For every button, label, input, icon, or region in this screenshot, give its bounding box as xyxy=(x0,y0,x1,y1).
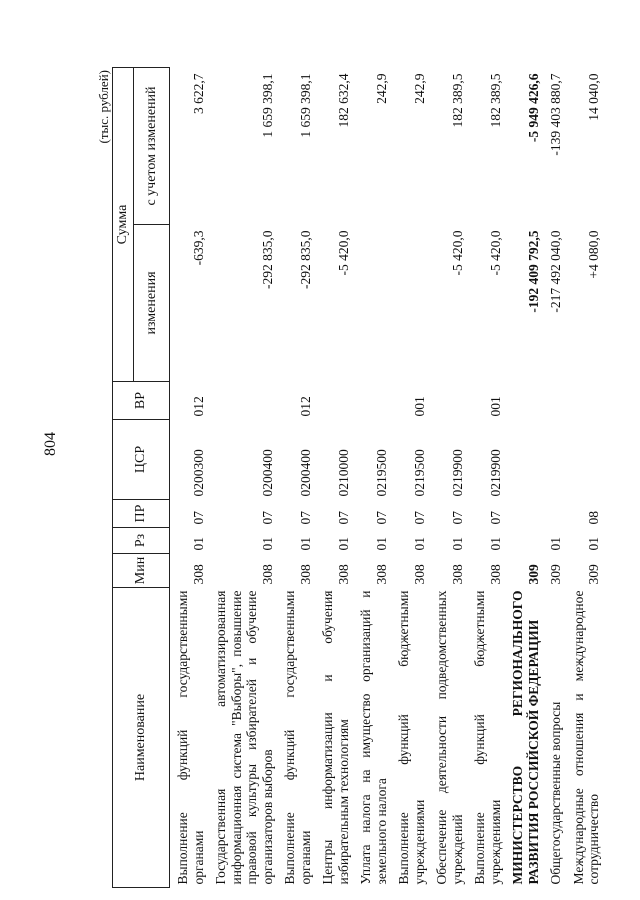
row-change: -292 835,0 xyxy=(297,230,313,289)
row-csr: 0219900 xyxy=(487,449,503,497)
budget-table xyxy=(112,67,604,888)
row-min: 308 xyxy=(297,564,313,585)
row-rz: 01 xyxy=(373,537,389,551)
header-pr: ПР xyxy=(113,500,170,528)
row-change: -639,3 xyxy=(190,230,206,266)
row-rz: 01 xyxy=(259,537,275,551)
row-pr: 07 xyxy=(335,511,351,525)
row-min: 308 xyxy=(411,564,427,585)
row-name: Выполнение функций бюджетными учреждениями xyxy=(396,590,427,885)
table-row xyxy=(429,68,467,888)
row-csr: 0200300 xyxy=(190,449,206,497)
header-csr: ЦСР xyxy=(113,420,170,500)
row-csr: 0210000 xyxy=(335,449,351,497)
row-min: 308 xyxy=(190,564,206,585)
table-row xyxy=(505,68,543,888)
row-rz xyxy=(505,528,543,554)
row-min: 309 xyxy=(548,564,564,585)
row-total: 242,9 xyxy=(411,73,427,104)
row-min: 308 xyxy=(373,564,389,585)
row-rz: 01 xyxy=(449,537,465,551)
row-pr: 07 xyxy=(373,511,389,525)
row-csr: 0219900 xyxy=(449,449,465,497)
row-rz: 01 xyxy=(297,537,313,551)
header-change: изменения xyxy=(134,225,170,382)
row-pr: 07 xyxy=(259,511,275,525)
table-row xyxy=(543,68,566,888)
row-change: -292 835,0 xyxy=(259,230,275,289)
row-csr: 0219500 xyxy=(411,449,427,497)
header-name: Наименование xyxy=(113,588,170,888)
row-change xyxy=(353,225,391,382)
budget-table-page xyxy=(96,68,602,888)
row-pr: 08 xyxy=(586,511,602,525)
row-total: 1 659 398,1 xyxy=(259,73,275,138)
row-total: 242,9 xyxy=(373,73,389,104)
header-row-1 xyxy=(113,68,134,888)
table-row xyxy=(170,68,209,888)
row-name: Выполнение функций государственными органами xyxy=(175,590,206,885)
row-pr: 07 xyxy=(487,511,503,525)
row-min: 308 xyxy=(449,564,465,585)
row-total: 182 632,4 xyxy=(335,73,351,128)
table-row xyxy=(277,68,315,888)
row-change: +4 080,0 xyxy=(586,230,602,279)
row-name: Международные отношения и международное сотрудничество xyxy=(570,590,602,885)
page-number: 804 xyxy=(42,432,59,456)
row-total: 3 622,7 xyxy=(190,73,206,114)
row-change: -5 420,0 xyxy=(487,230,503,276)
row-name: Государственная автоматизированная информационная система "Выборы", повышение правовой культуры избирателей и обучение организаторов выборов xyxy=(213,590,275,885)
row-change xyxy=(391,225,429,382)
row-vr xyxy=(566,382,604,420)
row-name: МИНИСТЕРСТВО РЕГИОНАЛЬНОГО РАЗВИТИЯ РОССИЙСКОЙ ФЕДЕРАЦИИ xyxy=(510,590,541,885)
header-vr: ВР xyxy=(113,382,170,420)
table-row xyxy=(467,68,505,888)
row-change: -217 492 040,0 xyxy=(548,230,564,313)
row-vr: 001 xyxy=(487,396,503,417)
row-vr xyxy=(429,382,467,420)
row-pr xyxy=(505,500,543,528)
row-pr: 07 xyxy=(190,511,206,525)
row-change: -5 420,0 xyxy=(449,230,465,276)
row-rz: 01 xyxy=(487,537,503,551)
row-vr: 001 xyxy=(411,396,427,417)
row-change: -192 409 792,5 xyxy=(525,230,541,313)
row-vr xyxy=(505,382,543,420)
table-row xyxy=(208,68,277,888)
row-name: Выполнение функций государственными органами xyxy=(282,590,313,885)
row-min: 309 xyxy=(525,564,541,585)
header-min: Мин xyxy=(113,554,170,588)
table-row xyxy=(391,68,429,888)
row-total: 182 389,5 xyxy=(487,73,503,128)
header-rz: Рз xyxy=(113,528,170,554)
row-min: 309 xyxy=(586,564,602,585)
row-pr: 07 xyxy=(449,511,465,525)
row-name: Выполнение функций бюджетными учреждениями xyxy=(472,590,503,885)
row-csr: 0200400 xyxy=(297,449,313,497)
row-total: -5 949 426,6 xyxy=(525,73,541,143)
row-rz: 01 xyxy=(586,537,602,551)
table-body xyxy=(170,68,604,888)
row-rz: 01 xyxy=(335,537,351,551)
row-csr xyxy=(543,420,566,500)
row-name: Уплата налога на имущество организаций и земельного налога xyxy=(358,590,389,885)
row-total: -139 403 880,7 xyxy=(548,73,564,156)
row-vr xyxy=(543,382,566,420)
header-with-change: с учетом изменений xyxy=(134,68,170,225)
row-pr: 07 xyxy=(297,511,313,525)
table-row xyxy=(315,68,353,888)
row-pr: 07 xyxy=(411,511,427,525)
header-sum: Сумма xyxy=(113,68,134,382)
row-vr: 012 xyxy=(190,396,206,417)
row-rz: 01 xyxy=(411,537,427,551)
row-min: 308 xyxy=(487,564,503,585)
row-total: 1 659 398,1 xyxy=(297,73,313,138)
row-pr xyxy=(543,500,566,528)
row-vr xyxy=(315,382,353,420)
row-vr xyxy=(353,382,391,420)
row-name: Обеспечение деятельности подведомственных учреждений xyxy=(434,590,465,885)
row-min: 308 xyxy=(335,564,351,585)
table-row xyxy=(353,68,391,888)
row-vr xyxy=(208,382,277,420)
row-csr xyxy=(505,420,543,500)
row-csr: 0200400 xyxy=(259,449,275,497)
row-rz: 01 xyxy=(548,537,564,551)
row-name: Центры информатизации и обучения избирательным технологиям xyxy=(320,590,351,885)
row-total: 182 389,5 xyxy=(449,73,465,128)
row-name: Общегосударственные вопросы xyxy=(548,701,564,885)
row-rz: 01 xyxy=(190,537,206,551)
row-total: 14 040,0 xyxy=(586,73,602,121)
row-change: -5 420,0 xyxy=(335,230,351,276)
row-csr: 0219500 xyxy=(373,449,389,497)
row-csr xyxy=(566,420,604,500)
row-vr: 012 xyxy=(297,396,313,417)
units-label: (тыс. рублей) xyxy=(96,70,111,144)
table-row xyxy=(566,68,604,888)
row-min: 308 xyxy=(259,564,275,585)
